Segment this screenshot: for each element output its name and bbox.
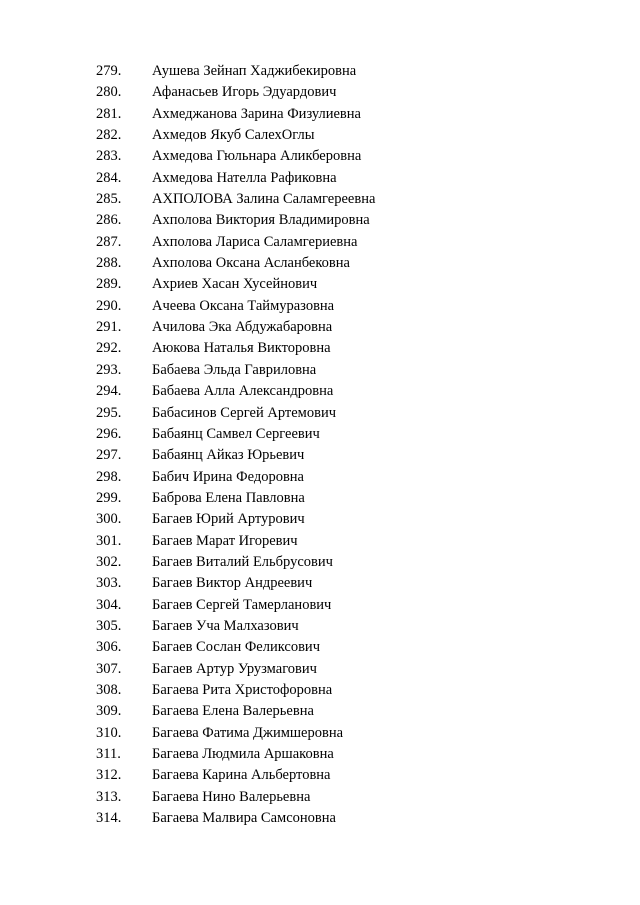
list-item xyxy=(96,146,375,167)
entry-full-name: Бабаянц Самвел Сергеевич xyxy=(152,425,320,442)
list-item xyxy=(96,403,375,424)
entry-full-name: Бабаева Алла Александровна xyxy=(152,383,334,400)
list-item xyxy=(96,424,375,445)
entry-number: 310. xyxy=(96,724,122,741)
entry-number: 297. xyxy=(96,447,122,464)
entry-number: 306. xyxy=(96,639,122,656)
list-item xyxy=(96,723,375,744)
entry-full-name: Багаев Виталий Ельбрусович xyxy=(152,553,333,570)
entry-full-name: Ахриев Хасан Хусейнович xyxy=(152,276,318,293)
entry-number: 292. xyxy=(96,340,122,357)
entry-number: 290. xyxy=(96,297,122,314)
list-item xyxy=(96,595,375,616)
entry-number: 281. xyxy=(96,105,122,122)
entry-number: 301. xyxy=(96,532,122,549)
entry-full-name: Багаева Людмила Аршаковна xyxy=(152,746,334,762)
name-list xyxy=(96,61,375,829)
list-item xyxy=(96,765,375,786)
list-item xyxy=(96,253,375,274)
entry-full-name: АХПОЛОВА Залина Саламгереевна xyxy=(152,191,376,208)
entry-number: 288. xyxy=(96,255,122,272)
entry-full-name: Багаев Виктор Андреевич xyxy=(152,575,313,592)
entry-full-name: Бабасинов Сергей Артемович xyxy=(152,404,336,421)
entry-number: 283. xyxy=(96,148,122,165)
entry-number: 298. xyxy=(96,468,122,485)
list-item xyxy=(96,189,375,210)
entry-full-name: Бабаева Эльда Гавриловна xyxy=(152,361,317,378)
entry-full-name: Багаева Нино Валерьевна xyxy=(152,788,311,805)
entry-full-name: Ахполова Лариса Саламгериевна xyxy=(152,233,358,250)
entry-number: 304. xyxy=(96,596,122,613)
list-item xyxy=(96,61,375,82)
entry-full-name: Багаева Малвира Самсоновна xyxy=(152,810,336,827)
list-item xyxy=(96,637,375,658)
entry-number: 311. xyxy=(96,746,121,762)
entry-number: 280. xyxy=(96,84,122,101)
entry-full-name: Ахполова Виктория Владимировна xyxy=(152,212,370,229)
entry-number: 299. xyxy=(96,489,122,506)
list-item xyxy=(96,125,375,146)
entry-full-name: Багаев Сослан Феликсович xyxy=(152,639,320,656)
entry-full-name: Багаев Сергей Тамерланович xyxy=(152,596,332,613)
entry-full-name: Ахмеджанова Зарина Физулиевна xyxy=(152,105,361,122)
entry-full-name: Багаева Рита Христофоровна xyxy=(152,681,333,698)
entry-full-name: Аушева Зейнап Хаджибекировна xyxy=(152,63,357,79)
list-item xyxy=(96,168,375,189)
list-item xyxy=(96,104,375,125)
entry-full-name: Багаева Елена Валерьевна xyxy=(152,703,314,720)
list-item xyxy=(96,744,375,765)
entry-full-name: Багаев Уча Малхазович xyxy=(152,617,299,634)
list-item xyxy=(96,296,375,317)
entry-number: 289. xyxy=(96,276,122,293)
entry-full-name: Ахполова Оксана Асланбековна xyxy=(152,255,350,272)
entry-number: 291. xyxy=(96,319,122,336)
entry-full-name: Бабаянц Айказ Юрьевич xyxy=(152,447,305,464)
list-item xyxy=(96,381,375,402)
list-item xyxy=(96,573,375,594)
entry-number: 312. xyxy=(96,767,122,784)
list-item xyxy=(96,232,375,253)
entry-number: 285. xyxy=(96,191,122,208)
entry-full-name: Багаев Юрий Артурович xyxy=(152,511,305,528)
list-item xyxy=(96,787,375,808)
list-item xyxy=(96,467,375,488)
entry-full-name: Бабич Ирина Федоровна xyxy=(152,468,304,485)
entry-number: 287. xyxy=(96,233,122,250)
list-item xyxy=(96,701,375,722)
entry-full-name: Багаев Артур Урузмагович xyxy=(152,660,317,677)
list-item xyxy=(96,509,375,530)
entry-number: 303. xyxy=(96,575,122,592)
entry-number: 302. xyxy=(96,553,122,570)
entry-full-name: Ахмедова Нателла Рафиковна xyxy=(152,169,337,186)
list-item xyxy=(96,274,375,295)
entry-number: 314. xyxy=(96,810,122,827)
entry-number: 296. xyxy=(96,425,122,442)
list-item xyxy=(96,616,375,637)
entry-number: 309. xyxy=(96,703,122,720)
list-item xyxy=(96,488,375,509)
list-item xyxy=(96,317,375,338)
entry-full-name: Багаев Марат Игоревич xyxy=(152,532,298,549)
entry-number: 286. xyxy=(96,212,122,229)
entry-number: 282. xyxy=(96,127,122,144)
entry-number: 308. xyxy=(96,681,122,698)
entry-number: 300. xyxy=(96,511,122,528)
entry-number: 293. xyxy=(96,361,122,378)
entry-full-name: Ахмедов Якуб СалехОглы xyxy=(152,127,315,144)
list-item xyxy=(96,680,375,701)
entry-number: 284. xyxy=(96,169,122,186)
list-item xyxy=(96,808,375,829)
list-item xyxy=(96,659,375,680)
list-item xyxy=(96,82,375,103)
list-item xyxy=(96,338,375,359)
entry-full-name: Ачилова Эка Абдужабаровна xyxy=(152,319,333,336)
entry-full-name: Багаева Карина Альбертовна xyxy=(152,767,331,784)
list-item xyxy=(96,531,375,552)
entry-full-name: Ачеева Оксана Таймуразовна xyxy=(152,297,335,314)
entry-number: 305. xyxy=(96,617,122,634)
entry-number: 313. xyxy=(96,788,122,805)
entry-number: 294. xyxy=(96,383,122,400)
entry-number: 279. xyxy=(96,63,122,79)
entry-number: 295. xyxy=(96,404,122,421)
entry-full-name: Баброва Елена Павловна xyxy=(152,489,305,506)
list-item xyxy=(96,445,375,466)
entry-number: 307. xyxy=(96,660,122,677)
list-item xyxy=(96,210,375,231)
entry-full-name: Афанасьев Игорь Эдуардович xyxy=(152,84,337,101)
entry-full-name: Ахмедова Гюльнара Аликберовна xyxy=(152,148,362,165)
list-item xyxy=(96,552,375,573)
entry-full-name: Багаева Фатима Джимшеровна xyxy=(152,724,344,741)
entry-full-name: Аюкова Наталья Викторовна xyxy=(152,340,331,357)
list-item xyxy=(96,360,375,381)
